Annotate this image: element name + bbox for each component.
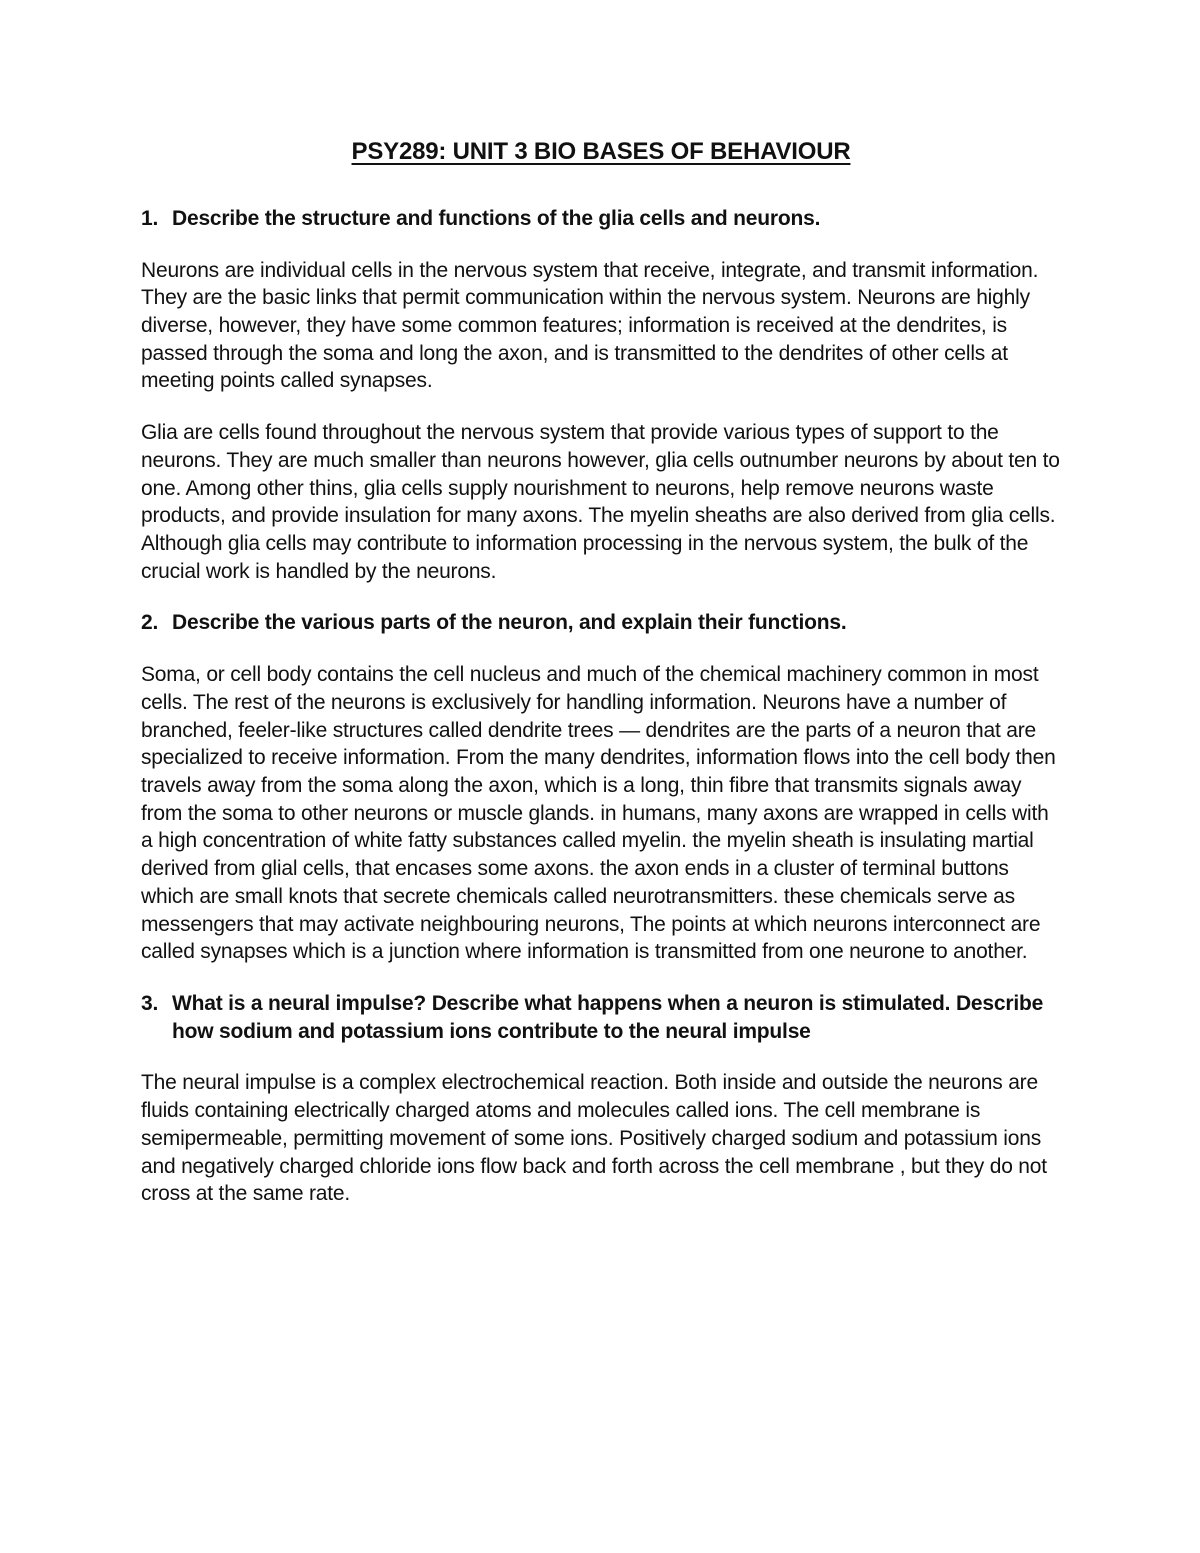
- question-heading-1: [141, 205, 1061, 233]
- question-number: 1.: [141, 206, 159, 230]
- question-heading-3: [141, 990, 1061, 1045]
- question-text: Describe the various parts of the neuron, and explain their functions.: [172, 611, 847, 635]
- document-title: PSY289: UNIT 3 BIO BASES OF BEHAVIOUR: [351, 138, 851, 165]
- answer-paragraph: The neural impulse is a complex electrochemical reaction. Both inside and outside the neurons are fluids containing electrically charged atoms and molecules called ions. The cell membrane is semipermeable, permitting movement of some ions. Positively charged sodium and potassium ions and negatively charged chloride ions flow back and forth across the cell membrane , but they do not cross at the same rate.: [141, 1071, 1047, 1206]
- question-number: 2.: [141, 611, 159, 635]
- question-number: 3.: [141, 992, 159, 1016]
- question-text: Describe the structure and functions of the glia cells and neurons.: [172, 206, 821, 230]
- answer-paragraph: Soma, or cell body contains the cell nucleus and much of the chemical machinery common in most cells. The rest of the neurons is exclusively for handling information. Neurons have a number of branched, feeler-like structures called dendrite trees — dendrites are the parts of a neuron that are specialized to receive information. From the many dendrites, information flows into the cell body then travels away from the soma along the axon, which is a long, thin fibre that transmits signals away from the soma to other neurons or muscle glands. in humans, many axons are wrapped in cells with a high concentration of white fatty substances called myelin. the myelin sheath is insulating martial derived from glial cells, that encases some axons. the axon ends in a cluster of terminal buttons which are small knots that secrete chemicals called neurotransmitters. these chemicals serve as messengers that may activate neighbouring neurons, The points at which neurons interconnect are called synapses which is a junction where information is transmitted from one neurone to another.: [141, 663, 1056, 964]
- answer-paragraph: Glia are cells found throughout the nervous system that provide various types of support to the neurons. They are much smaller than neurons however, glia cells outnumber neurons by about ten to one. Among other thins, glia cells supply nourishment to neurons, help remove neurons waste products, and provide insulation for many axons. The myelin sheaths are also derived from glia cells. Although glia cells may contribute to information processing in the nervous system, the bulk of the crucial work is handled by the neurons.: [141, 421, 1060, 583]
- question-text: What is a neural impulse? Describe what happens when a neuron is stimulated. Describe how sodium and potassium ions contribute to the neural impulse: [172, 992, 1044, 1043]
- document-page: [141, 138, 1061, 1232]
- question-heading-2: [141, 609, 1061, 637]
- answer-paragraph: Neurons are individual cells in the nervous system that receive, integrate, and transmit information. They are the basic links that permit communication within the nervous system. Neurons are highly diverse, however, they have some common features; information is received at the dendrites, is passed through the soma and long the axon, and is transmitted to the dendrites of other cells at meeting points called synapses.: [141, 258, 1039, 393]
